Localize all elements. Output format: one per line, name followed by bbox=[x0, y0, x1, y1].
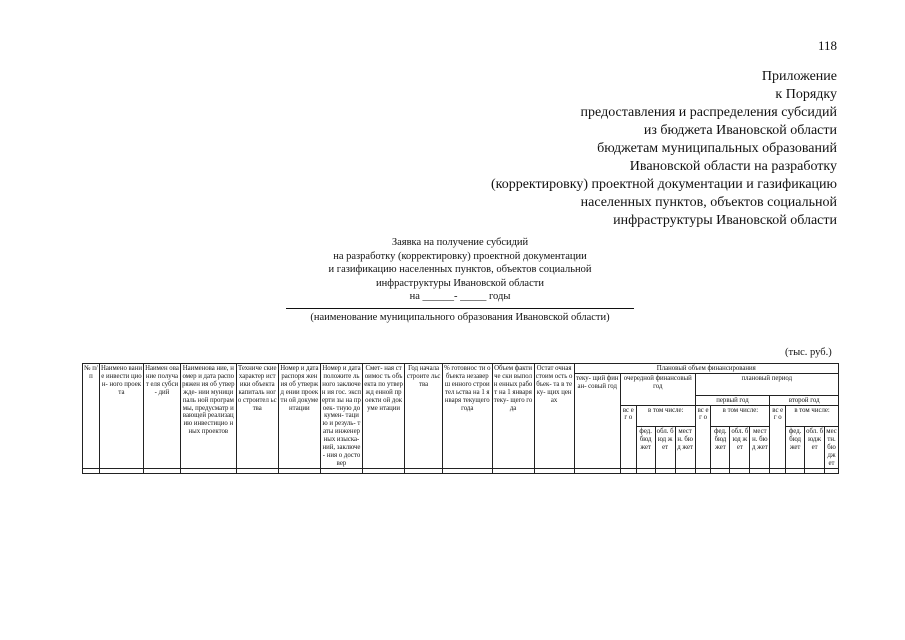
col-tech-specs-header: Техниче ские характер истики объекта капиталь ного строител ьства bbox=[236, 364, 278, 469]
col-residual-header: Остат очная стоим ость объек- та в теку- щих ценах bbox=[534, 364, 574, 469]
table-cell bbox=[825, 468, 839, 473]
title-line: инфраструктуры Ивановской области bbox=[376, 277, 544, 289]
table-cell bbox=[320, 468, 362, 473]
regional-budget-header: обл. бюд жет bbox=[730, 427, 750, 469]
col-readiness-header: % готовнос ти объекта незаверш енного строител ьства на 1 января текущего года bbox=[443, 364, 492, 469]
table-cell bbox=[695, 468, 711, 473]
units-label: (тыс. руб.) bbox=[785, 347, 832, 358]
table-cell bbox=[786, 468, 805, 473]
col-start-year-header: Год начала строите льства bbox=[405, 364, 443, 469]
second-year-header: второй год bbox=[770, 395, 839, 405]
appendix-line: из бюджета Ивановской области bbox=[643, 123, 837, 138]
table-cell bbox=[574, 468, 620, 473]
regional-budget-header: обл. бюдж ет bbox=[805, 427, 825, 469]
regional-budget-header: обл. бюд жет bbox=[655, 427, 675, 469]
next-year-header: очередной финансовый год bbox=[620, 373, 695, 405]
table-cell bbox=[180, 468, 236, 473]
col-estimate-header: Смет- ная стоимос ть объекта по утвержд енной проекти ой докуме нтации bbox=[363, 364, 405, 469]
page-number: 118 bbox=[818, 38, 838, 53]
total-header: вс ег о bbox=[620, 405, 636, 468]
appendix-line: бюджетам муниципальных образований bbox=[597, 141, 837, 156]
first-year-header: первый год bbox=[695, 395, 770, 405]
table-cell bbox=[83, 468, 100, 473]
appendix-line: Ивановской области на разработку bbox=[629, 159, 837, 174]
table-cell bbox=[636, 468, 655, 473]
including-header: в том числе: bbox=[636, 405, 695, 427]
document-title bbox=[280, 236, 640, 324]
col-number-header: № п/п bbox=[83, 364, 100, 469]
title-line: Заявка на получение субсидий bbox=[391, 237, 529, 248]
col-program-order-header: Наименова ние, номер и дата распоряжен ия об утвержде- нии муниципаль ной программы, предусматр ивающей реализацию инвестицио нных проектов bbox=[180, 364, 236, 469]
table-cell bbox=[443, 468, 492, 473]
federal-budget-header: фед. бюд жет bbox=[711, 427, 730, 469]
appendix-line: к Порядку bbox=[775, 87, 837, 102]
appendix-line: (корректировку) проектной документации и газификацию bbox=[490, 177, 837, 192]
table-cell bbox=[655, 468, 675, 473]
local-budget-header: мест н. бюд жет bbox=[675, 427, 695, 469]
local-budget-header: мест н. бюд жет bbox=[750, 427, 770, 469]
application-table bbox=[82, 363, 839, 474]
including-header: в том числе: bbox=[711, 405, 770, 427]
col-recipient-header: Наимен ование получат еля субси- дий bbox=[144, 364, 181, 469]
plan-period-header: плановый период bbox=[695, 373, 838, 395]
col-work-done-header: Объем фактиче ски выполн енных работ на 1 января теку- щего года bbox=[492, 364, 534, 469]
table-cell bbox=[750, 468, 770, 473]
title-years-line: на ______- _____ годы bbox=[409, 291, 511, 302]
current-year-header: теку- щий финан- совый год bbox=[574, 373, 620, 468]
municipality-fill-line bbox=[286, 305, 634, 309]
table-cell bbox=[534, 468, 574, 473]
appendix-line: предоставления и распределения субсидий bbox=[580, 105, 837, 120]
table-cell bbox=[730, 468, 750, 473]
title-line: на разработку (корректировку) проектной документации bbox=[333, 250, 587, 262]
title-line: и газификацию населенных пунктов, объектов социальной bbox=[328, 264, 592, 275]
total-header: вс ег о bbox=[695, 405, 711, 468]
table-cell bbox=[99, 468, 143, 473]
appendix-line: населенных пунктов, объектов социальной bbox=[580, 195, 837, 210]
federal-budget-header: фед. бюд жет bbox=[786, 427, 805, 469]
table-cell bbox=[236, 468, 278, 473]
table-cell bbox=[711, 468, 730, 473]
col-doc-approval-header: Номер и дата распоря жения об утвержд ении проектн ой докуме нтации bbox=[278, 364, 320, 469]
table-cell bbox=[278, 468, 320, 473]
col-project-name-header: Наимено вание инвести цион- ного проекта bbox=[99, 364, 143, 469]
including-header: в том числе: bbox=[786, 405, 839, 427]
table-cell bbox=[805, 468, 825, 473]
table-cell bbox=[405, 468, 443, 473]
appendix-line: инфраструктуры Ивановской области bbox=[613, 213, 837, 228]
table-cell bbox=[492, 468, 534, 473]
federal-budget-header: фед. бюд жет bbox=[636, 427, 655, 469]
table-cell bbox=[363, 468, 405, 473]
table-cell bbox=[620, 468, 636, 473]
planned-financing-header: Плановый объем финансирования bbox=[574, 364, 838, 374]
col-expertise-header: Номер и дата положите льного заключен ия гос. эксперти зы на проек- тную докумен- тацию и резуль- таты инженер ных изыска- ний, заключе- ния о достовер bbox=[321, 365, 362, 467]
table-cell bbox=[675, 468, 695, 473]
table-cell bbox=[770, 468, 786, 473]
total-header: вс ег о bbox=[770, 405, 786, 468]
appendix-line: Приложение bbox=[761, 69, 837, 84]
appendix-block bbox=[417, 68, 837, 230]
municipality-caption: (наименование муниципального образования Ивановской области) bbox=[310, 311, 610, 323]
table-cell bbox=[144, 468, 181, 473]
local-budget-header: мес тн. бю дж ет bbox=[826, 428, 837, 467]
